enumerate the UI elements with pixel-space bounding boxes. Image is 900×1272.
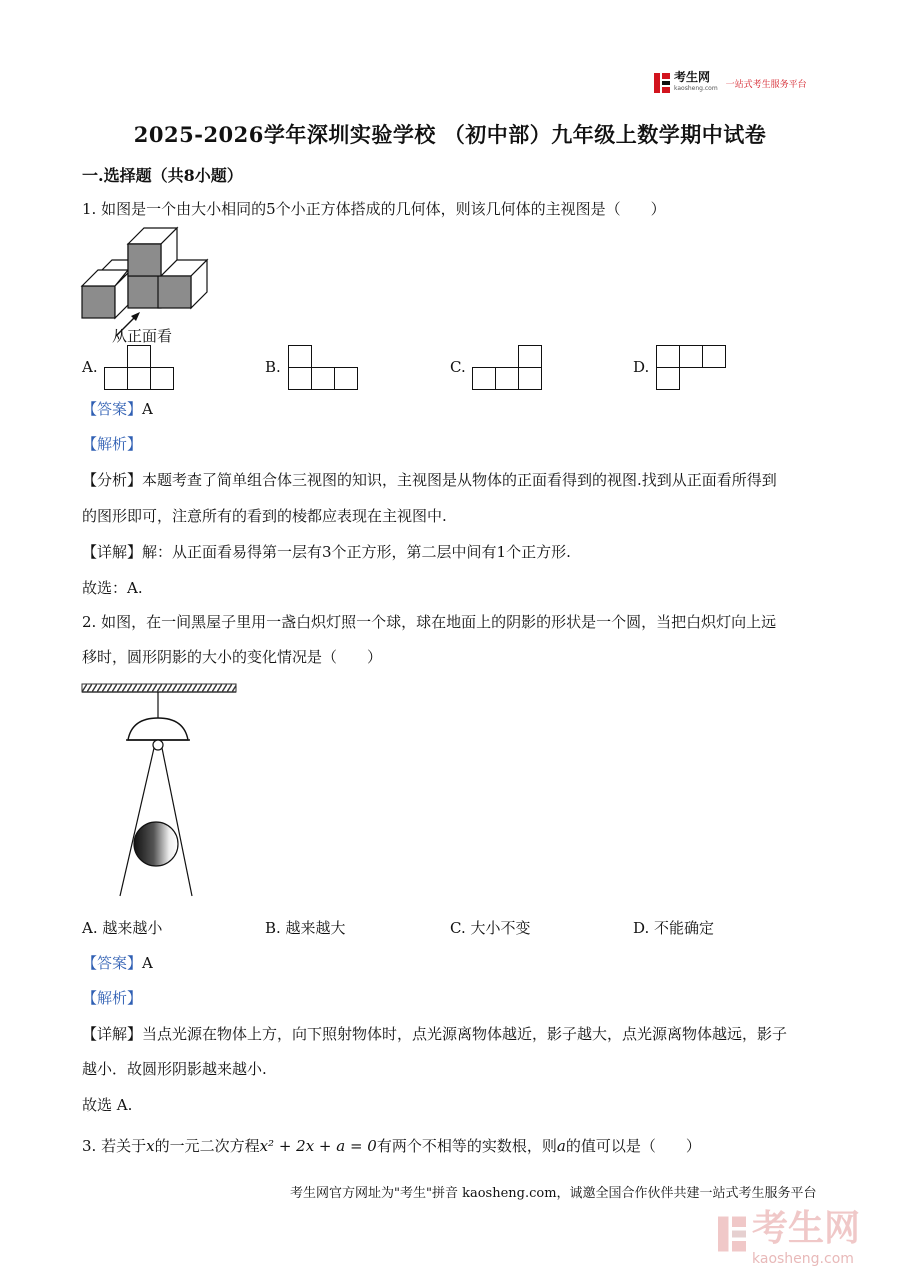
watermark-text: 考生网 xyxy=(752,1208,861,1249)
q3-equation: x² + 2x + a = 0 xyxy=(259,1137,377,1155)
q1-option-d-figure xyxy=(656,345,728,391)
q1-option-c-figure xyxy=(472,345,544,391)
logo-icon xyxy=(654,73,670,93)
q1-figure-label: 从正面看 xyxy=(112,327,173,345)
watermark-sub: kaosheng.com xyxy=(752,1251,854,1267)
q1-answer: 【答案】A xyxy=(82,400,153,418)
brand-slogan: 一站式考生服务平台 xyxy=(725,79,807,90)
q1-detail: 【详解】解：从正面看易得第一层有3个正方形，第二层中间有1个正方形. xyxy=(82,543,571,561)
q2-option-d: D. 不能确定 xyxy=(633,919,715,937)
q2-option-c: C. 大小不变 xyxy=(450,919,531,937)
q1-option-a-label: A. xyxy=(82,358,98,376)
q1-fenxi-line2: 的图形即可，注意所有的看到的棱都应表现在主视图中. xyxy=(82,507,447,525)
q2-answer: 【答案】A xyxy=(82,954,153,972)
brand-sub: kaosheng.com xyxy=(674,85,718,92)
q2-stem-line1: 2. 如图，在一间黑屋子里用一盏白炽灯照一个球，球在地面上的阴影的形状是一个圆，当把白炽灯向上远 xyxy=(82,613,777,631)
q2-stem-line2: 移时，圆形阴影的大小的变化情况是（ ） xyxy=(82,648,383,666)
q1-analysis-tag: 【解析】 xyxy=(82,435,143,453)
q2-analysis-tag: 【解析】 xyxy=(82,989,143,1007)
q1-option-b-figure xyxy=(288,345,360,391)
q2-lamp-figure xyxy=(82,684,238,900)
q2-detail-line2: 越小．故圆形阴影越来越小. xyxy=(82,1060,267,1078)
q1-cube-figure xyxy=(80,226,210,318)
page-title: 2025-2026学年深圳实验学校 （初中部）九年级上数学期中试卷 xyxy=(133,122,767,147)
q3-stem: 3. 若关于x的一元二次方程x² + 2x + a = 0有两个不相等的实数根，则a的值可以是（ ） xyxy=(82,1137,701,1155)
brand-name: 考生网 kaosheng.com xyxy=(674,70,718,92)
q1-option-a-figure xyxy=(104,345,176,391)
q1-option-c-label: C. xyxy=(450,358,466,376)
section-heading: 一.选择题（共8小题） xyxy=(82,166,243,185)
q2-option-b: B. 越来越大 xyxy=(265,919,346,937)
q1-stem: 1. 如图是一个由大小相同的5个小正方体搭成的几何体，则该几何体的主视图是（ ） xyxy=(82,200,666,218)
q1-choose: 故选：A. xyxy=(82,579,143,597)
q1-option-b-label: B. xyxy=(265,358,281,376)
footer-text: 考生网官方网址为"考生"拼音 kaosheng.com，诚邀全国合作伙伴共建一站式考生服务平台 xyxy=(290,1186,817,1201)
q1-fenxi-line1: 【分析】本题考查了简单组合体三视图的知识，主视图是从物体的正面看得到的视图.找到从正面看所得到 xyxy=(82,471,777,489)
q2-detail-line1: 【详解】当点光源在物体上方，向下照射物体时，点光源离物体越近，影子越大，点光源离物体越远，影子 xyxy=(82,1025,788,1043)
q2-option-a: A. 越来越小 xyxy=(82,919,163,937)
q1-option-d-label: D. xyxy=(633,358,650,376)
watermark xyxy=(718,1200,878,1267)
q2-choose: 故选 A. xyxy=(82,1096,133,1114)
brand-logo xyxy=(654,72,824,94)
watermark-logo-icon xyxy=(718,1214,746,1254)
